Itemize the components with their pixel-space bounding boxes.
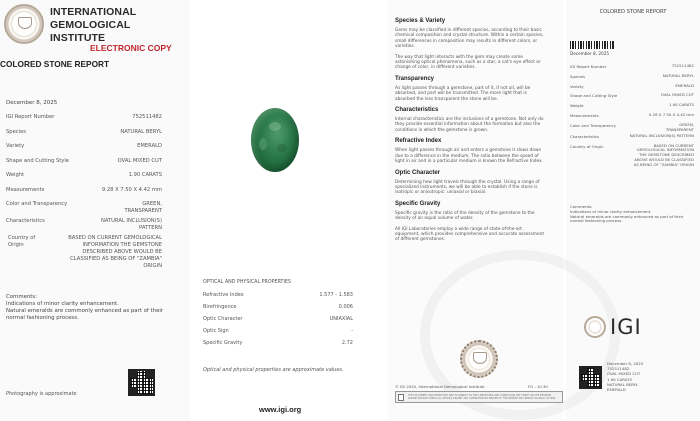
gemstone-photo — [251, 108, 299, 172]
barcode-icon — [570, 41, 614, 49]
info-sections — [395, 18, 545, 248]
optical-note: Optical and physical properties are approximate values. — [203, 367, 344, 373]
property-row: Birefringence 0.006 — [203, 304, 353, 310]
igi-seal-icon — [460, 340, 498, 378]
detail-row: Species NATURAL BERYL — [6, 128, 162, 135]
detail-row: Color and Transparency GREEN, TRANSPARENT — [6, 201, 162, 214]
card-row: Color and Transparency GREEN, TRANSPARENT — [570, 121, 694, 132]
detail-row: Weight 1.90 CARATS — [6, 172, 162, 178]
info-section: Transparency As light passes through a gemstone, part of it, if not all, will be absorbed, and part will be transmitted. The more light that is absorbed the less transparent the stone will be. — [395, 75, 531, 102]
form-number: FO - 10.30 — [528, 384, 548, 389]
card-summary: December 8, 2025 752511482 OVAL MIXED CUT 1.90 CARATS NATURAL BERYL EMERALD — [607, 361, 644, 393]
card-row: Country of Origin BASED ON CURRENT GEMOLOGICAL INFORMATION THE GEMSTONE DESCRIBED ABOVE WOULD BE CLASSIFIED AS BEING OF "ZAMBIA" ORIGIN — [570, 142, 694, 167]
igi-logo: IGI — [584, 315, 642, 339]
info-section: Refractive Index When light passes through air and enters a gemstone it slows down due to a difference in the medium. The ratio between the speed of light in air and in a particular medium is known the Refractive Index. — [395, 138, 543, 165]
igi-seal-icon — [584, 316, 606, 338]
card-row: IGI Report Number 752511482 — [570, 63, 694, 69]
document-icon — [398, 394, 404, 401]
card-row: Shape and Cutting Style OVAL MIXED CUT — [570, 92, 694, 99]
qr-code-icon[interactable] — [579, 366, 602, 389]
optical-properties: OPTICAL AND PHYSICAL PROPERTIES Refractive Index 1.577 - 1.583 Birefringence 0.006 Optic Character UNIAXIAL Optic Sign - Specific Gravity 2.72 — [203, 280, 353, 352]
property-row: Refractive Index 1.577 - 1.583 — [203, 292, 353, 298]
card-row: Variety EMERALD — [570, 82, 694, 89]
report-date: December 8, 2025 — [6, 100, 58, 106]
igi-seal-icon — [4, 4, 44, 44]
info-section: Specific Gravity Specific gravity is the ratio of the density of the gemstone to the density of an equal volume of water. All IGI Laboratories employ a wide range of state-of-the-art equipment, which provides comprehensive and accurate assessment of different gemstones. — [395, 200, 544, 243]
copyright: © IGI 2020, International Gemological Institute — [395, 384, 485, 389]
detail-row: Shape and Cutting Style OVAL MIXED CUT — [6, 157, 162, 164]
card-row: Weight 1.90 CARATS — [570, 102, 694, 109]
card-details — [570, 64, 694, 182]
photography-note: Photography is approximate — [6, 391, 77, 397]
property-row: Specific Gravity 2.72 — [203, 340, 353, 346]
card-row: Characteristics NATURAL INCLUSION(S) PATTERN — [570, 132, 694, 139]
card-row: Species NATURAL BERYL — [570, 72, 694, 79]
detail-row: Characteristics NATURAL INCLUSION(S) PATTERN — [6, 218, 162, 231]
card-title: COLORED STONE REPORT — [599, 9, 667, 15]
qr-code-icon[interactable] — [128, 369, 155, 396]
card-row: Measurements 9.28 X 7.50 X 4.42 mm — [570, 111, 694, 118]
report-page-photo — [190, 0, 380, 421]
report-title: COLORED STONE REPORT — [0, 59, 110, 69]
card-date: December 8, 2025 — [570, 51, 610, 56]
info-section: Species & Variety Gems may be classified in different species, according to their basic chemical composition and crystal structure. Within a certain species, small differences in composition may results in different colors, or varieties. The way that light interacts with the gem may create some astonishing optical phenomena, such as a star, a cat's eye effect or change of color, in different varieties. — [395, 18, 544, 71]
property-row: Optic Character UNIAXIAL — [203, 316, 353, 322]
detail-row: IGI Report Number 752511482 — [6, 114, 162, 120]
info-section: Characteristics Internal characteristics are the inclusions of a gemstone. Not only do they provide essential information about the formation but also the conditions in which the gemstone is grown. — [395, 107, 544, 133]
detail-row: Measurements 9.28 X 7.50 X 4.42 mm — [6, 186, 162, 193]
property-row: Optic Sign - — [203, 328, 353, 334]
website-link[interactable]: www.igi.org — [259, 405, 302, 414]
comments: Comments: Indications of minor clarity enhancement. Natural emeralds are commonly enhanced as part of their normal fashioning process. — [6, 294, 164, 321]
card-comments: Comments: Indications of minor clarity enhancement. Natural emeralds are commonly enhanced as part of their normal fashioning process. — [570, 204, 684, 224]
report-details — [6, 114, 162, 283]
info-section: Optic Character Determining how light travels through the crystal. Using a range of specialized instruments, we will be able to establish if the stone is isotropic or anisotropic: uniaxial or biaxial. — [395, 169, 540, 196]
electronic-copy-label: ELECTRONIC COPY — [90, 43, 172, 53]
disclaimer-box: THE DOCUMENT WAS PRODUCED AND IS SUBJECT TO THE LIMITATIONS AND CONDITIONS SET FORTH ON THE REVERSE. PLEASE DOUBLE CHECK ALL DETAILS ONLINE. ANY ALTERATION OR MISUSE OF THIS REPORT MAY RESULT IN LEGAL ACTION. — [395, 391, 563, 403]
organization-name: INTERNATIONAL GEMOLOGICAL INSTITUTE — [50, 6, 137, 44]
detail-row: Variety EMERALD — [6, 143, 162, 149]
detail-row: Country of Origin BASED ON CURRENT GEMOLOGICAL INFORMATION THE GEMSTONE DESCRIBED ABOVE WOULD BE CLASSIFIED AS BEING OF "ZAMBIA" ORIGIN — [8, 235, 162, 269]
